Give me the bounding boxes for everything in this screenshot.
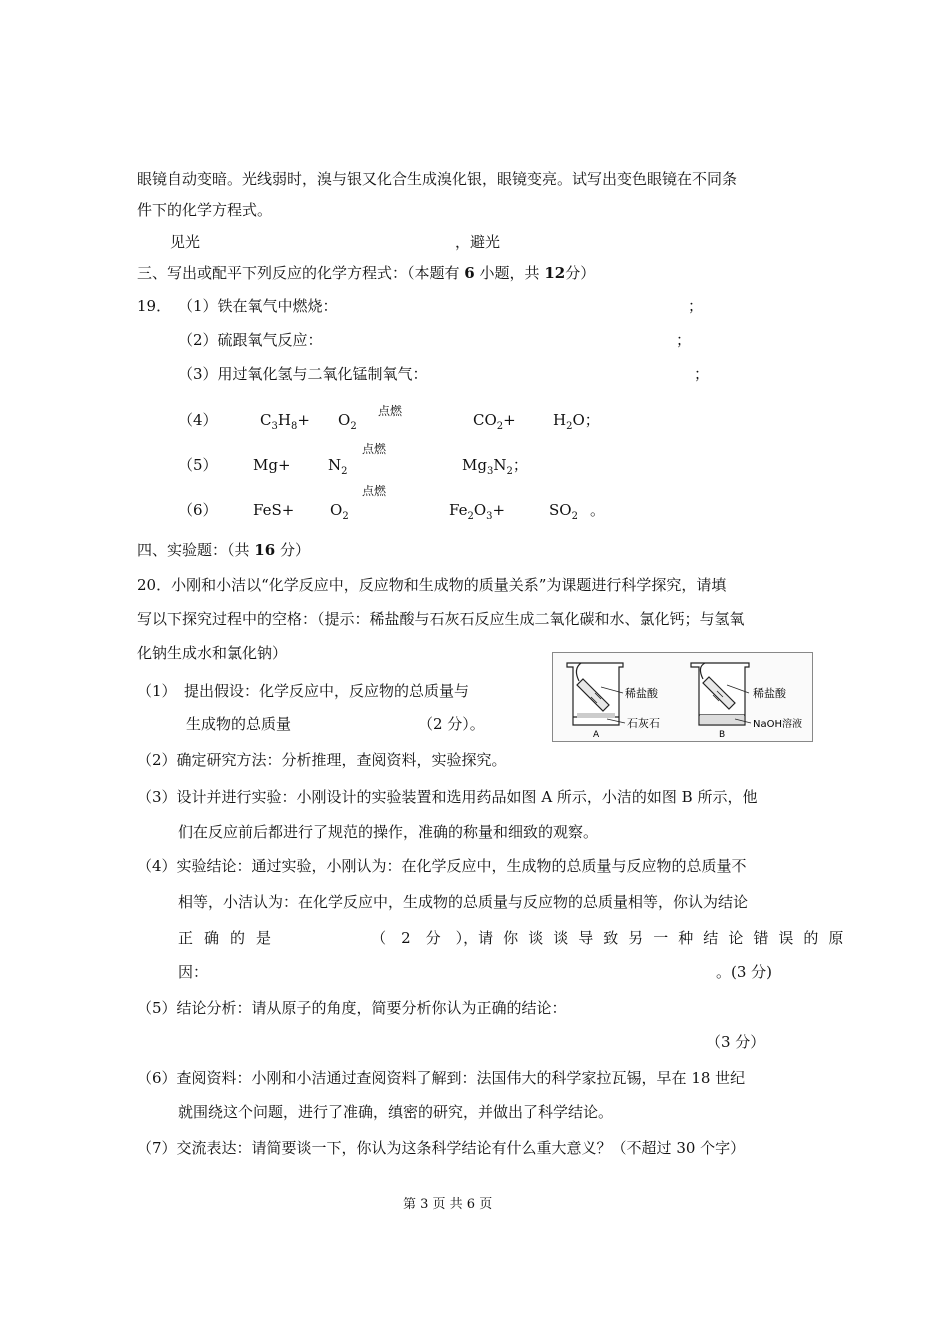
char: 致 bbox=[603, 929, 619, 947]
section-title-c: 分） bbox=[565, 264, 596, 282]
char: 论 bbox=[728, 929, 744, 947]
page-footer: 第 3 页 共 6 页 bbox=[403, 1197, 493, 1212]
reactant: $O_2$ bbox=[338, 411, 357, 432]
product: $CO_2+$ bbox=[473, 411, 516, 432]
step-4-justified bbox=[178, 928, 844, 948]
char: 2 bbox=[401, 929, 411, 947]
apparatus-a bbox=[567, 663, 623, 725]
step-4-reason: 因： bbox=[178, 963, 209, 981]
q19-item-3: （3）用过氧化氢与二氧化锰制氧气： bbox=[178, 365, 428, 383]
condition-label: 点燃 bbox=[362, 484, 387, 498]
char: 的 bbox=[803, 929, 819, 947]
char: 误 bbox=[778, 929, 794, 947]
stone-label: 石灰石 bbox=[627, 717, 660, 730]
acid-label-b: 稀盐酸 bbox=[753, 687, 786, 700]
char: 种 bbox=[678, 929, 694, 947]
text-line: 20．小刚和小洁以“化学反应中，反应物和生成物的质量关系”为课题进行科学探究，请填 bbox=[137, 576, 727, 594]
text-line: 化钠生成水和氯化钠） bbox=[137, 644, 288, 662]
step-5: （5）结论分析：请从原子的角度，简要分析你认为正确的结论： bbox=[137, 999, 567, 1017]
char: 错 bbox=[753, 929, 769, 947]
step-6: （6）查阅资料：小刚和小洁通过查阅资料了解到：法国伟大的科学家拉瓦锡，早在 18 世纪 bbox=[137, 1069, 746, 1087]
light-label: 见光 bbox=[170, 233, 201, 251]
section-title bbox=[137, 263, 595, 283]
naoh-label: NaOH溶液 bbox=[753, 719, 802, 730]
q19-item-1: （1）铁在氧气中燃烧： bbox=[178, 297, 338, 315]
step-7: （7）交流表达：请简要谈一下，你认为这条科学结论有什么重大意义？（不超过 30 个字） bbox=[137, 1139, 746, 1157]
step-4-cont: 相等，小洁认为：在化学反应中，生成物的总质量与反应物的总质量相等，你认为结论 bbox=[178, 893, 749, 911]
section-title bbox=[137, 540, 310, 560]
figure-label-b: B bbox=[719, 730, 726, 740]
char: 一 bbox=[653, 929, 669, 947]
char: 导 bbox=[578, 929, 594, 947]
char: （ bbox=[371, 929, 387, 947]
step-1-points: （2 分）。 bbox=[418, 715, 485, 733]
question-number: 19． bbox=[137, 297, 172, 315]
semicolon: ； bbox=[694, 365, 710, 383]
reactant: $C_3H_8+$ bbox=[260, 411, 310, 432]
reactant: Mg+ bbox=[253, 456, 291, 474]
product: $Mg_3N_2$； bbox=[462, 456, 528, 477]
reactant: FeS+ bbox=[253, 501, 295, 519]
section-title-b: 分） bbox=[279, 541, 310, 559]
step-2: （2）确定研究方法：分析推理，查阅资料，实验探究。 bbox=[137, 751, 507, 769]
q19-item-4-label: （4） bbox=[178, 411, 218, 429]
char: 分 bbox=[425, 929, 441, 947]
char: 的 bbox=[230, 929, 246, 947]
step-4-points: 。(3 分) bbox=[716, 963, 773, 981]
step-3-cont: 们在反应前后都进行了规范的操作，准确的称量和细致的观察。 bbox=[178, 823, 599, 841]
reactant: $O_2$ bbox=[330, 501, 349, 522]
product: $SO_2$ 。 bbox=[549, 501, 605, 522]
figure-label-a: A bbox=[593, 730, 600, 740]
char: 请 bbox=[478, 929, 494, 947]
text-line: 件下的化学方程式。 bbox=[137, 201, 273, 219]
char: 正 bbox=[178, 929, 194, 947]
semicolon: ； bbox=[676, 331, 692, 349]
char: 结 bbox=[703, 929, 719, 947]
q19-item-5-label: （5） bbox=[178, 456, 218, 474]
step-3: （3）设计并进行实验：小刚设计的实验装置和选用药品如图 A 所示，小洁的如图 B 所示，他 bbox=[137, 788, 758, 806]
char: 是 bbox=[256, 929, 272, 947]
section-title-b: 小题，共 bbox=[479, 264, 540, 282]
section-title-a: 三、写出或配平下列反应的化学方程式：（本题有 bbox=[137, 264, 460, 282]
q19-item-2: （2）硫跟氧气反应： bbox=[178, 331, 323, 349]
product: $Fe_2O_3+$ bbox=[449, 501, 506, 522]
apparatus-diagram bbox=[553, 653, 812, 741]
condition-label: 点燃 bbox=[362, 442, 387, 456]
step-4: （4）实验结论：通过实验，小刚认为：在化学反应中，生成物的总质量与反应物的总质量不 bbox=[137, 857, 747, 875]
section-points: 16 bbox=[254, 541, 276, 559]
text-line: 眼镜自动变暗。光线弱时，溴与银又化合生成溴化银，眼镜变亮。试写出变色眼镜在不同条 bbox=[137, 170, 738, 188]
char: 确 bbox=[204, 929, 220, 947]
product: $H_2O$； bbox=[553, 411, 600, 432]
step-1: （1） 提出假设：化学反应中，反应物的总质量与 bbox=[137, 682, 470, 700]
section-points: 12 bbox=[544, 264, 566, 282]
char: 谈 bbox=[528, 929, 544, 947]
reactant: $N_2$ bbox=[328, 456, 348, 477]
section-title-a: 四、实验题：（共 bbox=[137, 541, 250, 559]
char: 另 bbox=[628, 929, 644, 947]
char: 谈 bbox=[553, 929, 569, 947]
dark-label: ，避光 bbox=[455, 233, 501, 251]
apparatus-b bbox=[691, 663, 749, 725]
q19-item-6-label: （6） bbox=[178, 501, 218, 519]
condition-label: 点燃 bbox=[378, 404, 403, 418]
text-line: 写以下探究过程中的空格：（提示：稀盐酸与石灰石反应生成二氧化碳和水、氯化钙；与氢氧 bbox=[137, 610, 745, 628]
step-1-cont: 生成物的总质量 bbox=[186, 715, 292, 733]
experiment-figure bbox=[552, 652, 813, 742]
char: 你 bbox=[503, 929, 519, 947]
acid-label-a: 稀盐酸 bbox=[625, 687, 658, 700]
char: ）， bbox=[455, 929, 479, 947]
semicolon: ； bbox=[688, 297, 704, 315]
item-count: 6 bbox=[464, 264, 475, 282]
char: 原 bbox=[828, 929, 844, 947]
step-5-points: （3 分） bbox=[706, 1033, 766, 1051]
step-6-cont: 就围绕这个问题，进行了准确，缜密的研究，并做出了科学结论。 bbox=[178, 1103, 614, 1121]
